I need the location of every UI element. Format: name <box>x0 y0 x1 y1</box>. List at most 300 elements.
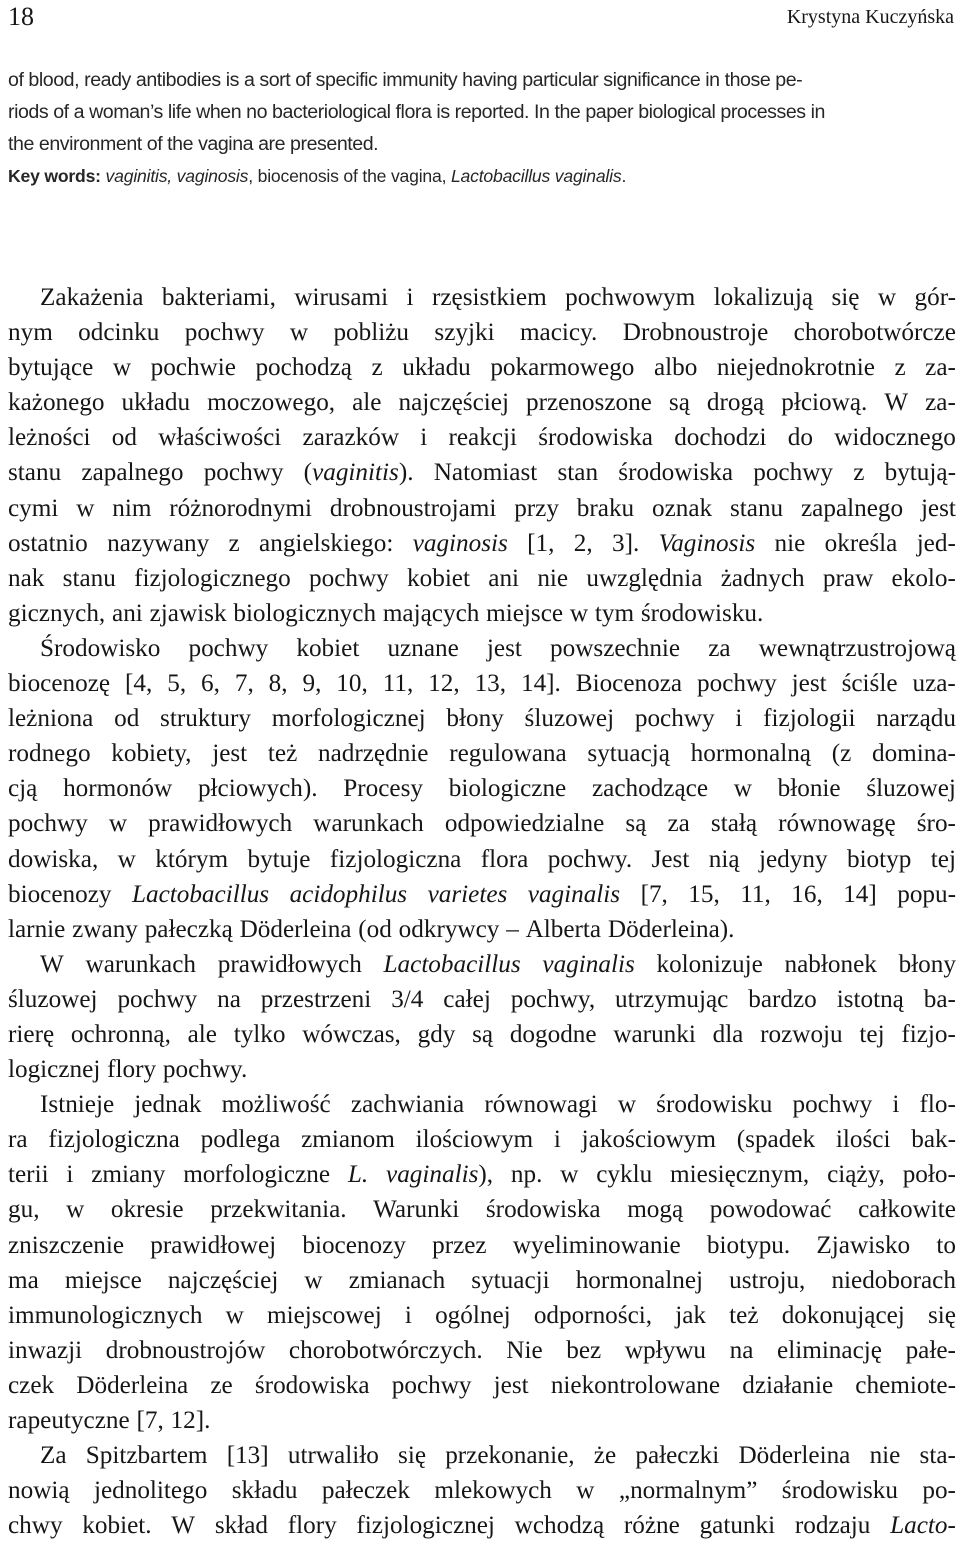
body-word <box>872 736 956 771</box>
word-part: 11, <box>382 670 414 698</box>
italic-term: Vaginosis <box>658 529 756 557</box>
body-word <box>8 491 58 526</box>
word-part: rierę <box>8 1020 55 1048</box>
body-word <box>207 385 335 420</box>
word-part: jed- <box>916 529 956 557</box>
body-line <box>8 1052 956 1087</box>
word-part: miejscowej <box>267 1301 382 1329</box>
body-word <box>8 1192 39 1227</box>
body-word <box>163 1052 247 1087</box>
word-part: środowiska <box>618 459 734 487</box>
word-part: nadrzędnie <box>317 740 429 768</box>
body-word <box>40 631 160 666</box>
word-part: w <box>617 1091 637 1119</box>
word-part: tym <box>594 599 635 627</box>
body-word <box>788 420 813 455</box>
word-part: prawidłowej <box>150 1231 277 1259</box>
word-part: larnie <box>8 915 66 943</box>
word-part: jedyny <box>758 845 828 873</box>
word-part: żadnych <box>720 564 805 592</box>
word-part: cją <box>8 775 38 803</box>
body-word <box>843 877 877 912</box>
body-line <box>8 1087 956 1122</box>
word-part: rapeutyczne <box>8 1407 130 1434</box>
word-part: też <box>729 1301 759 1329</box>
body-word <box>303 420 399 455</box>
word-part: macicy. <box>519 319 598 347</box>
body-word <box>619 1473 757 1508</box>
body-word <box>78 315 159 350</box>
word-part: na <box>729 1336 754 1364</box>
word-part: i <box>553 1126 561 1154</box>
page-header <box>8 2 954 36</box>
word-part: miejsce <box>486 599 564 627</box>
body-word <box>63 561 116 596</box>
body-word <box>72 912 138 947</box>
word-part: jednak <box>134 1091 202 1119</box>
body-word <box>218 947 362 982</box>
keywords <box>8 166 952 187</box>
word-part: jest <box>920 494 956 522</box>
word-part: pochwy <box>117 985 198 1013</box>
body-word <box>707 1228 790 1263</box>
word-part: pochwy <box>697 670 777 698</box>
word-part: tej <box>930 845 956 873</box>
word-part: praw <box>822 564 874 592</box>
word-part: tej <box>859 1020 885 1048</box>
word-part: fizjologicznego <box>134 564 291 592</box>
word-part: mlekowych <box>434 1477 552 1505</box>
body-word <box>618 1087 636 1122</box>
word-part: szyjki <box>434 319 495 347</box>
body-word <box>885 455 956 490</box>
word-part: i <box>892 1091 900 1119</box>
word-part: ba- <box>923 985 956 1013</box>
word-part: lokalizują <box>713 284 813 311</box>
word-part: i <box>420 424 428 452</box>
body-word <box>729 1263 805 1298</box>
word-part: drobnoustrojów <box>105 1336 266 1364</box>
word-part: Biocenoza <box>575 670 683 698</box>
body-line <box>8 842 956 877</box>
body-word <box>112 596 143 631</box>
word-part: stan <box>557 459 599 487</box>
word-part: np. <box>510 1161 543 1189</box>
word-part: Nie <box>506 1336 543 1364</box>
word-part: różne <box>623 1512 680 1540</box>
body-word <box>210 1192 346 1227</box>
word-part: cyklu <box>596 1161 653 1189</box>
word-part: Döderleina <box>76 1371 189 1399</box>
body-word <box>831 1263 956 1298</box>
body-word <box>348 1157 368 1192</box>
body-word <box>416 1122 534 1157</box>
body-word <box>212 736 247 771</box>
body-word <box>117 982 197 1017</box>
body-word <box>8 350 93 385</box>
body-word <box>823 561 873 596</box>
abstract-line: the environment of the vagina are presented. <box>8 133 379 155</box>
word-part: się <box>831 284 860 311</box>
body-word <box>792 1087 872 1122</box>
word-part: każonego <box>8 389 105 417</box>
body-line <box>8 1263 956 1298</box>
body-word <box>428 666 459 701</box>
word-part: wirusami <box>294 284 389 311</box>
body-word <box>330 491 497 526</box>
body-word <box>304 1263 322 1298</box>
body-word <box>201 1122 281 1157</box>
body-word <box>730 1333 754 1368</box>
body-line <box>8 806 956 841</box>
word-part: jest <box>791 670 827 698</box>
body-word <box>735 701 742 736</box>
body-word <box>210 1368 232 1403</box>
word-part: w <box>108 810 128 838</box>
body-word <box>834 420 956 455</box>
body-word <box>892 1087 899 1122</box>
body-word <box>112 491 151 526</box>
word-part: błonie <box>777 775 841 803</box>
word-part: określa <box>824 529 898 557</box>
word-part: ogólnej <box>435 1301 511 1329</box>
body-word <box>596 1157 652 1192</box>
body-word <box>304 455 414 490</box>
word-part: dogodne <box>509 1020 597 1048</box>
word-part: błony <box>446 705 504 733</box>
body-word <box>158 420 281 455</box>
word-part: widocznego <box>834 424 956 452</box>
word-part: morfologiczne <box>183 1161 331 1189</box>
word-part: 14]. <box>520 670 561 698</box>
body-word <box>832 736 852 771</box>
word-part: i <box>404 1301 412 1329</box>
body-word <box>330 842 461 877</box>
word-part: zapalnego <box>81 459 184 487</box>
word-part: przekonanie, <box>445 1442 575 1470</box>
word-part: Döderleina <box>738 1442 851 1470</box>
keywords-label: Key words: <box>8 166 101 186</box>
body-word <box>86 1438 208 1473</box>
body-word <box>40 1087 114 1122</box>
word-part: się <box>927 1301 956 1329</box>
word-part: to <box>936 1231 956 1259</box>
body-word <box>709 842 740 877</box>
body-line <box>8 1333 956 1368</box>
body-word <box>894 350 905 385</box>
word-part: środowisku. <box>640 599 764 627</box>
body-word <box>40 1438 67 1473</box>
word-part: dochodzi <box>674 424 767 452</box>
word-part: Procesy <box>343 775 424 803</box>
word-part: 15, <box>688 880 720 908</box>
body-word <box>8 666 110 701</box>
body-word <box>753 455 833 490</box>
word-part: pochwy, <box>510 985 596 1013</box>
body-word <box>302 1017 401 1052</box>
word-part: prawidłowych <box>148 810 293 838</box>
body-word <box>618 455 733 490</box>
body-word <box>901 1017 956 1052</box>
body-word <box>855 1368 956 1403</box>
word-part: przenoszone <box>525 389 652 417</box>
body-word <box>288 1508 337 1543</box>
body-word <box>106 1333 266 1368</box>
body-word <box>574 526 593 561</box>
word-part: pochwy <box>309 564 389 592</box>
body-word <box>435 1298 511 1333</box>
keywords-italic-terms: vaginitis, vaginosis <box>105 166 249 186</box>
body-word <box>484 1087 597 1122</box>
word-part: ma <box>8 1266 39 1294</box>
word-part: flora <box>480 845 529 873</box>
word-part: płciową. <box>781 389 868 417</box>
body-word <box>878 280 896 315</box>
body-word <box>511 982 595 1017</box>
body-word <box>675 1298 706 1333</box>
word-part: przy <box>514 494 559 522</box>
body-word <box>615 982 728 1017</box>
word-part: leżności <box>8 424 91 452</box>
body-word <box>594 1438 616 1473</box>
word-part: z <box>371 354 383 382</box>
word-part: gicznych, <box>8 599 106 627</box>
body-word <box>76 491 94 526</box>
word-part: dokonującej <box>781 1301 905 1329</box>
word-part: „normalnym” <box>618 1477 758 1505</box>
body-line <box>8 1298 956 1333</box>
body-word <box>107 526 209 561</box>
body-word <box>418 1017 456 1052</box>
body-word <box>65 1263 142 1298</box>
word-part: Warunki <box>373 1196 460 1224</box>
body-word <box>582 1122 716 1157</box>
word-part: angielskiego: <box>259 529 394 557</box>
word-part: fizjologiczna <box>329 845 462 873</box>
body-word <box>145 912 233 947</box>
body-word <box>922 1473 956 1508</box>
body-word <box>876 701 956 736</box>
word-part: bez <box>566 1336 602 1364</box>
word-part: Alberta <box>525 915 602 943</box>
body-word <box>428 877 508 912</box>
body-word <box>906 1333 956 1368</box>
word-part: zmianom <box>301 1126 395 1154</box>
body-word <box>405 1298 412 1333</box>
word-part: [7, <box>136 1407 164 1434</box>
word-part: za- <box>925 389 956 417</box>
body-word <box>217 982 241 1017</box>
body-word <box>513 1228 681 1263</box>
body-word <box>294 280 388 315</box>
keywords-plain-terms: , biocenosis of the vagina, <box>248 166 451 186</box>
body-word <box>247 842 310 877</box>
body-word <box>510 1017 597 1052</box>
body-word <box>635 1438 719 1473</box>
word-part: 8, <box>268 670 288 698</box>
word-part: jest <box>212 740 248 768</box>
body-word <box>8 1403 130 1438</box>
word-part: biologiczne <box>448 775 567 803</box>
word-part: przekwitania. <box>210 1196 347 1224</box>
body-word <box>313 806 424 841</box>
word-part: najczęściej <box>167 1266 279 1294</box>
word-part: prawidłowych <box>217 950 362 978</box>
body-word <box>911 1122 956 1157</box>
body-line <box>8 561 956 596</box>
word-part: stałą <box>710 810 758 838</box>
body-word <box>240 912 352 947</box>
word-part: nią <box>708 845 740 873</box>
word-part: układu <box>402 354 471 382</box>
word-part: błony <box>898 950 956 978</box>
word-part: przez <box>432 1231 487 1259</box>
word-part: Natomiast <box>433 459 538 487</box>
italic-term: vaginalis <box>542 950 635 978</box>
word-part: Döderleina <box>239 915 352 943</box>
body-word <box>255 350 352 385</box>
word-part: bytują- <box>884 459 956 487</box>
word-part: przestrzeni <box>260 985 372 1013</box>
body-word <box>748 982 817 1017</box>
body-word <box>542 947 634 982</box>
body-word <box>936 1228 956 1263</box>
body-word <box>577 491 634 526</box>
body-word <box>487 631 522 666</box>
body-word <box>76 1368 188 1403</box>
word-part: od <box>111 424 137 452</box>
body-word <box>903 1157 956 1192</box>
body-line <box>8 631 956 666</box>
body-word <box>711 806 757 841</box>
body-word <box>576 666 682 701</box>
body-word <box>222 1087 331 1122</box>
body-line <box>8 701 956 736</box>
body-word <box>587 736 670 771</box>
word-part: ani <box>112 599 143 627</box>
word-part: i <box>406 284 414 311</box>
body-word <box>831 280 859 315</box>
word-part: hormonalnej <box>575 1266 704 1294</box>
word-part: kolonizuje <box>656 950 763 978</box>
word-part: oznak <box>652 494 713 522</box>
body-word <box>150 596 227 631</box>
word-part: 7, <box>234 670 254 698</box>
word-part: nim <box>112 494 152 522</box>
body-word <box>550 631 680 666</box>
body-word <box>527 526 554 561</box>
word-part: odpowiedzialne <box>444 810 605 838</box>
word-part: 6, <box>201 670 220 698</box>
body-word <box>612 526 639 561</box>
body-word <box>652 842 690 877</box>
word-part: chorobotwórcze <box>793 319 956 347</box>
word-part: sytuacji <box>471 1266 550 1294</box>
body-word <box>708 631 730 666</box>
body-word <box>267 1298 382 1333</box>
body-line <box>8 666 956 701</box>
word-part: terii <box>8 1161 49 1189</box>
word-part: nak <box>8 564 45 592</box>
word-part: miesięcznym, <box>670 1161 810 1189</box>
body-word <box>635 701 715 736</box>
word-part: rodnego <box>8 740 91 768</box>
word-part: stanu <box>62 564 116 592</box>
word-part: biotypu. <box>706 1231 791 1259</box>
body-word <box>488 561 519 596</box>
body-word <box>763 701 855 736</box>
body-word <box>515 1508 605 1543</box>
word-part: chemiote- <box>855 1371 956 1399</box>
body-word <box>560 1157 578 1192</box>
body-line <box>8 736 956 771</box>
word-part: 2, <box>573 529 593 557</box>
word-part: bak- <box>911 1126 956 1154</box>
word-part: sta- <box>919 1442 956 1470</box>
word-part: z <box>228 529 240 557</box>
word-part: reakcji <box>448 424 517 452</box>
word-part: biocenozę <box>8 670 111 698</box>
body-word <box>548 842 632 877</box>
word-part: nabłonek <box>784 950 877 978</box>
word-part: biologicznych <box>233 599 377 627</box>
body-word <box>383 666 414 701</box>
word-part: zmianach <box>348 1266 446 1294</box>
word-part: narządu <box>876 705 956 733</box>
word-part: Istnieje <box>40 1091 115 1119</box>
word-part: Środowisko <box>40 634 161 662</box>
body-word <box>526 912 602 947</box>
body-word <box>511 1157 542 1192</box>
word-part: pochwy <box>8 810 88 838</box>
body-word <box>836 1122 891 1157</box>
word-part: Zjawisko <box>816 1231 911 1259</box>
word-part: rodzaju <box>794 1512 871 1540</box>
body-word <box>112 420 137 455</box>
word-part: za <box>708 634 731 662</box>
italic-term: acidophilus <box>289 880 408 908</box>
body-word <box>8 912 65 947</box>
body-word <box>134 1087 201 1122</box>
body-line <box>8 982 956 1017</box>
word-part: 13, <box>474 670 507 698</box>
body-word <box>691 736 811 771</box>
body-word <box>920 1438 956 1473</box>
body-line <box>8 280 956 315</box>
body-word <box>8 315 53 350</box>
body-word <box>309 561 389 596</box>
word-part: mających <box>382 599 480 627</box>
italic-term: Lacto- <box>890 1512 956 1540</box>
body-word <box>825 526 898 561</box>
word-part: śluzowej <box>8 985 98 1013</box>
body-line <box>8 1192 956 1227</box>
word-part: 3/4 <box>391 985 424 1013</box>
body-word <box>8 1298 202 1333</box>
word-part: chorobotwórczych. <box>288 1336 483 1364</box>
body-word <box>8 1368 54 1403</box>
word-part: są <box>472 1020 494 1048</box>
body-word <box>925 385 956 420</box>
word-part: fizjologii <box>763 705 856 733</box>
word-part: odcinku <box>78 319 160 347</box>
body-word <box>782 1298 905 1333</box>
word-part: ). <box>398 459 414 487</box>
body-word <box>570 596 588 631</box>
word-part: warunki <box>613 1020 696 1048</box>
word-part: w <box>225 1301 244 1329</box>
word-part: kobiet <box>296 634 360 662</box>
